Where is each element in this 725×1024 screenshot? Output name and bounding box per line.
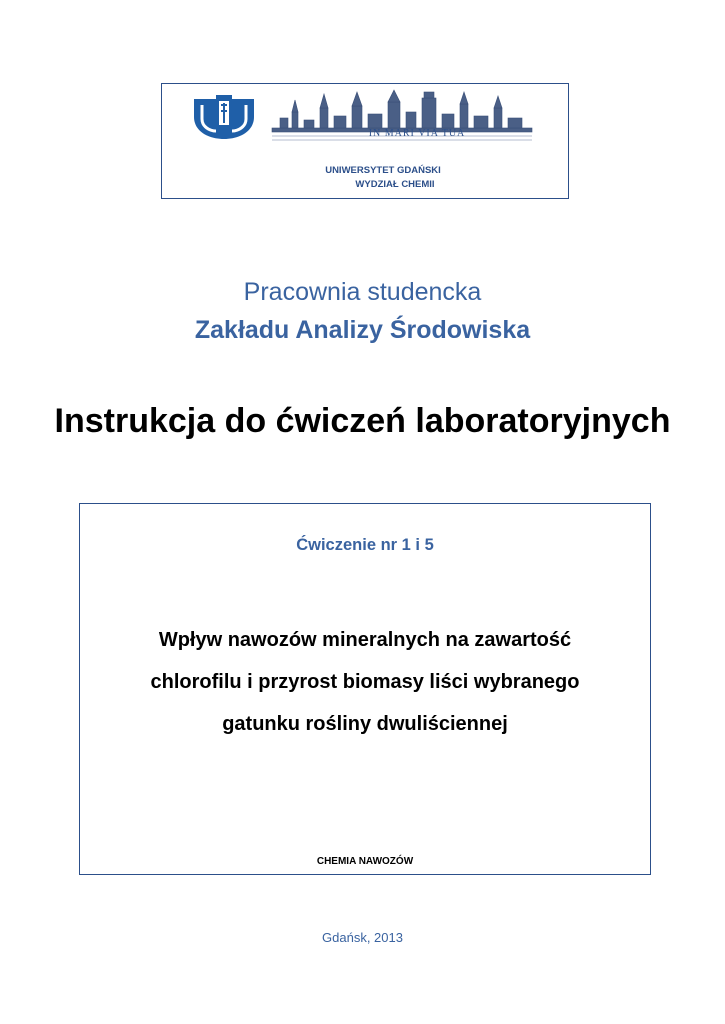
department-name: Zakładu Analizy Środowiska [194, 316, 531, 344]
subject-label: CHEMIA NAWOZÓW [316, 856, 414, 867]
exercise-title-line: gatunku rośliny dwuliściennej [222, 713, 508, 735]
university-crest-icon [192, 95, 256, 141]
place-date: Gdańsk, 2013 [322, 930, 403, 945]
exercise-title [80, 619, 650, 745]
exercise-box [79, 503, 651, 875]
document-title: Instrukcja do ćwiczeń laboratoryjnych [54, 402, 671, 440]
exercise-title-line: Wpływ nawozów mineralnych na zawartość [158, 629, 572, 651]
exercise-title-line: chlorofilu i przyrost biomasy liści wybranego [150, 671, 580, 693]
university-motto: IN MARI VIA TUA [368, 128, 466, 139]
faculty-name: WYDZIAŁ CHEMII [355, 179, 435, 190]
university-header-box [161, 83, 569, 199]
lab-subtitle: Pracownia studencka [243, 278, 482, 306]
exercise-number: Ćwiczenie nr 1 i 5 [296, 536, 434, 554]
university-name-block [162, 164, 568, 192]
university-name: UNIWERSYTET GDAŃSKI [325, 165, 441, 176]
